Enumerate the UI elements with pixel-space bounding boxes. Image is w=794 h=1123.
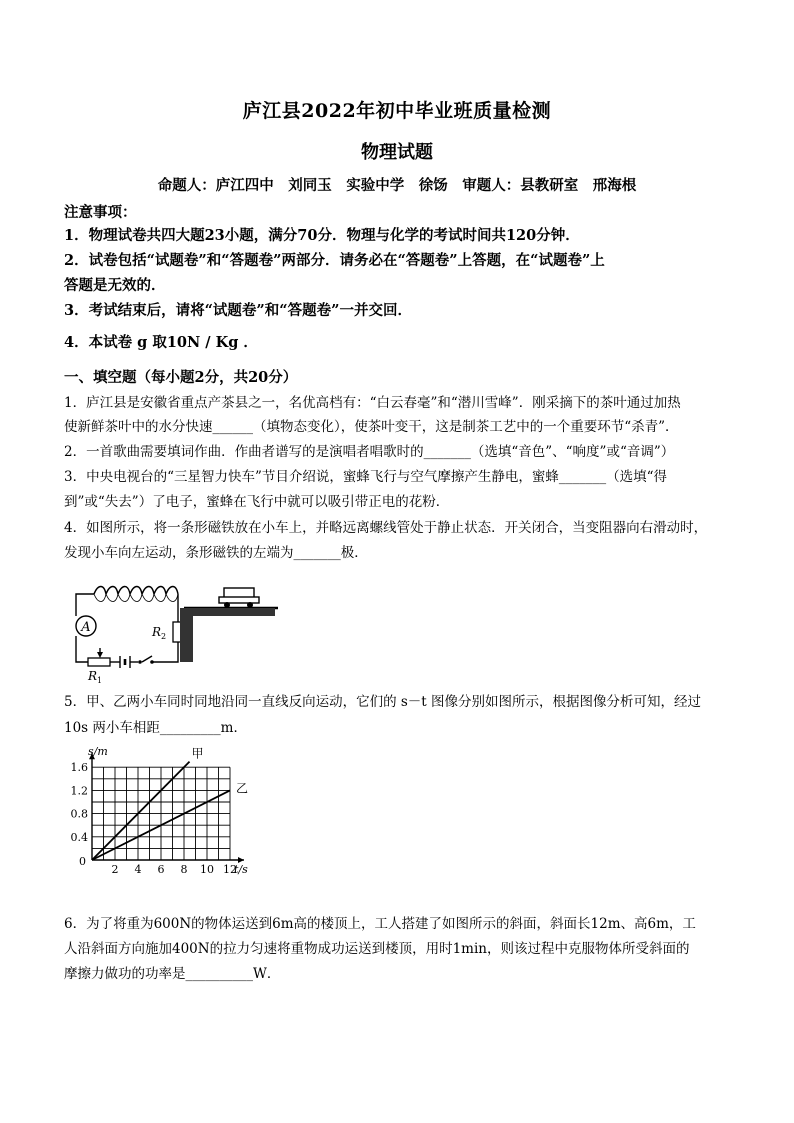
notes-heading: 注意事项： [64, 204, 137, 221]
note-item: 4．本试卷 g 取10N / Kg ． [64, 334, 258, 351]
question-line: 人沿斜面方向施加400N的拉力匀速将重物成功运送到楼顶，用时1min，则该过程中克服物体所受斜面的 [64, 941, 690, 957]
series-label-1: 甲 [191, 746, 204, 761]
x-tick-label: 12 [223, 863, 237, 876]
rheostat-r1-icon [88, 658, 110, 666]
series-label-2: 乙 [236, 781, 249, 796]
note-item: 答题是无效的． [64, 277, 166, 294]
st-graph [64, 742, 274, 882]
question-line: 3．中央电视台的“三星智力快车”节目介绍说，蜜蜂飞行与空气摩擦产生静电，蜜蜂_______（选填“得 [64, 469, 668, 485]
r1-subscript: 1 [97, 676, 103, 685]
origin-label: 0 [79, 855, 86, 868]
y-tick-label: 1.2 [70, 784, 88, 798]
x-tick-label: 10 [200, 863, 214, 876]
y-tick-label: 1.6 [70, 761, 88, 775]
note-item: 1．物理试卷共四大题23小题，满分70分．物理与化学的考试时间共120分钟． [64, 227, 580, 244]
r2-label: R [152, 625, 162, 639]
stand-icon [180, 608, 193, 662]
question-line: 发现小车向左运动，条形磁铁的左端为_______极． [64, 545, 368, 561]
question-line: 10s 两小车相距_________m． [64, 720, 247, 736]
y-tick-label: 0.8 [70, 807, 88, 821]
x-tick-label: 4 [134, 863, 142, 876]
question-line: 2．一首歌曲需要填词作曲．作曲者谱写的是演唱者唱歌时的_______（选填“音色”、“响度”或“音调”） [64, 444, 675, 460]
circuit-diagram [72, 580, 282, 685]
exam-subtitle: 物理试题 [361, 142, 433, 163]
question-line: 摩擦力做功的功率是__________W． [64, 966, 281, 982]
ammeter-label: A [81, 620, 91, 635]
solenoid-coil [94, 587, 178, 595]
exam-title: 庐江县2022年初中毕业班质量检测 [242, 100, 552, 122]
note-item: 3．考试结束后，请将“试题卷”和“答题卷”一并交回． [64, 302, 412, 319]
x-tick-label: 8 [180, 863, 188, 876]
question-line: 到”或“失去”）了电子，蜜蜂在飞行中就可以吸引带正电的花粉． [64, 494, 450, 510]
question-line: 6．为了将重为600N的物体运送到6m高的楼顶上，工人搭建了如图所示的斜面，斜面长12m、高6m，工 [64, 916, 696, 932]
question-line: 1．庐江县是安徽省重点产茶县之一，名优高档有：“白云春毫”和“潜川雪峰”．刚采摘下的茶叶通过加热 [64, 395, 681, 411]
question-line: 5．甲、乙两小车同时同地沿同一直线反向运动，它们的 s－t 图像分别如图所示，根据图像分析可知，经过 [64, 694, 702, 710]
y-tick-label: 0.4 [70, 830, 88, 844]
x-tick-label: 2 [111, 863, 119, 876]
question-line: 使新鲜茶叶中的水分快速______（填物态变化），使茶叶变干，这是制茶工艺中的一个重要环节“杀青”． [64, 419, 679, 435]
r2-subscript: 2 [161, 632, 167, 641]
question-line: 4．如图所示，将一条形磁铁放在小车上，并略远离螺线管处于静止状态．开关闭合，当变阻器向右滑动时， [64, 520, 708, 536]
y-axis-label: s/m [88, 745, 108, 759]
series-line-1 [92, 762, 190, 860]
switch-icon [138, 660, 142, 664]
note-item: 2．试卷包括“试题卷”和“答题卷”两部分．请务必在“答题卷”上答题，在“试题卷”上 [64, 252, 605, 269]
cart-icon [219, 597, 259, 603]
x-axis-label: t/s [234, 863, 248, 876]
exam-authors: 命题人：庐江四中 刘同玉 实验中学 徐饧 审题人：县教研室 邢海根 [157, 177, 637, 194]
x-tick-label: 6 [157, 863, 165, 876]
section-heading: 一、填空题（每小题2分，共20分） [64, 369, 298, 386]
r1-label: R [88, 669, 98, 683]
